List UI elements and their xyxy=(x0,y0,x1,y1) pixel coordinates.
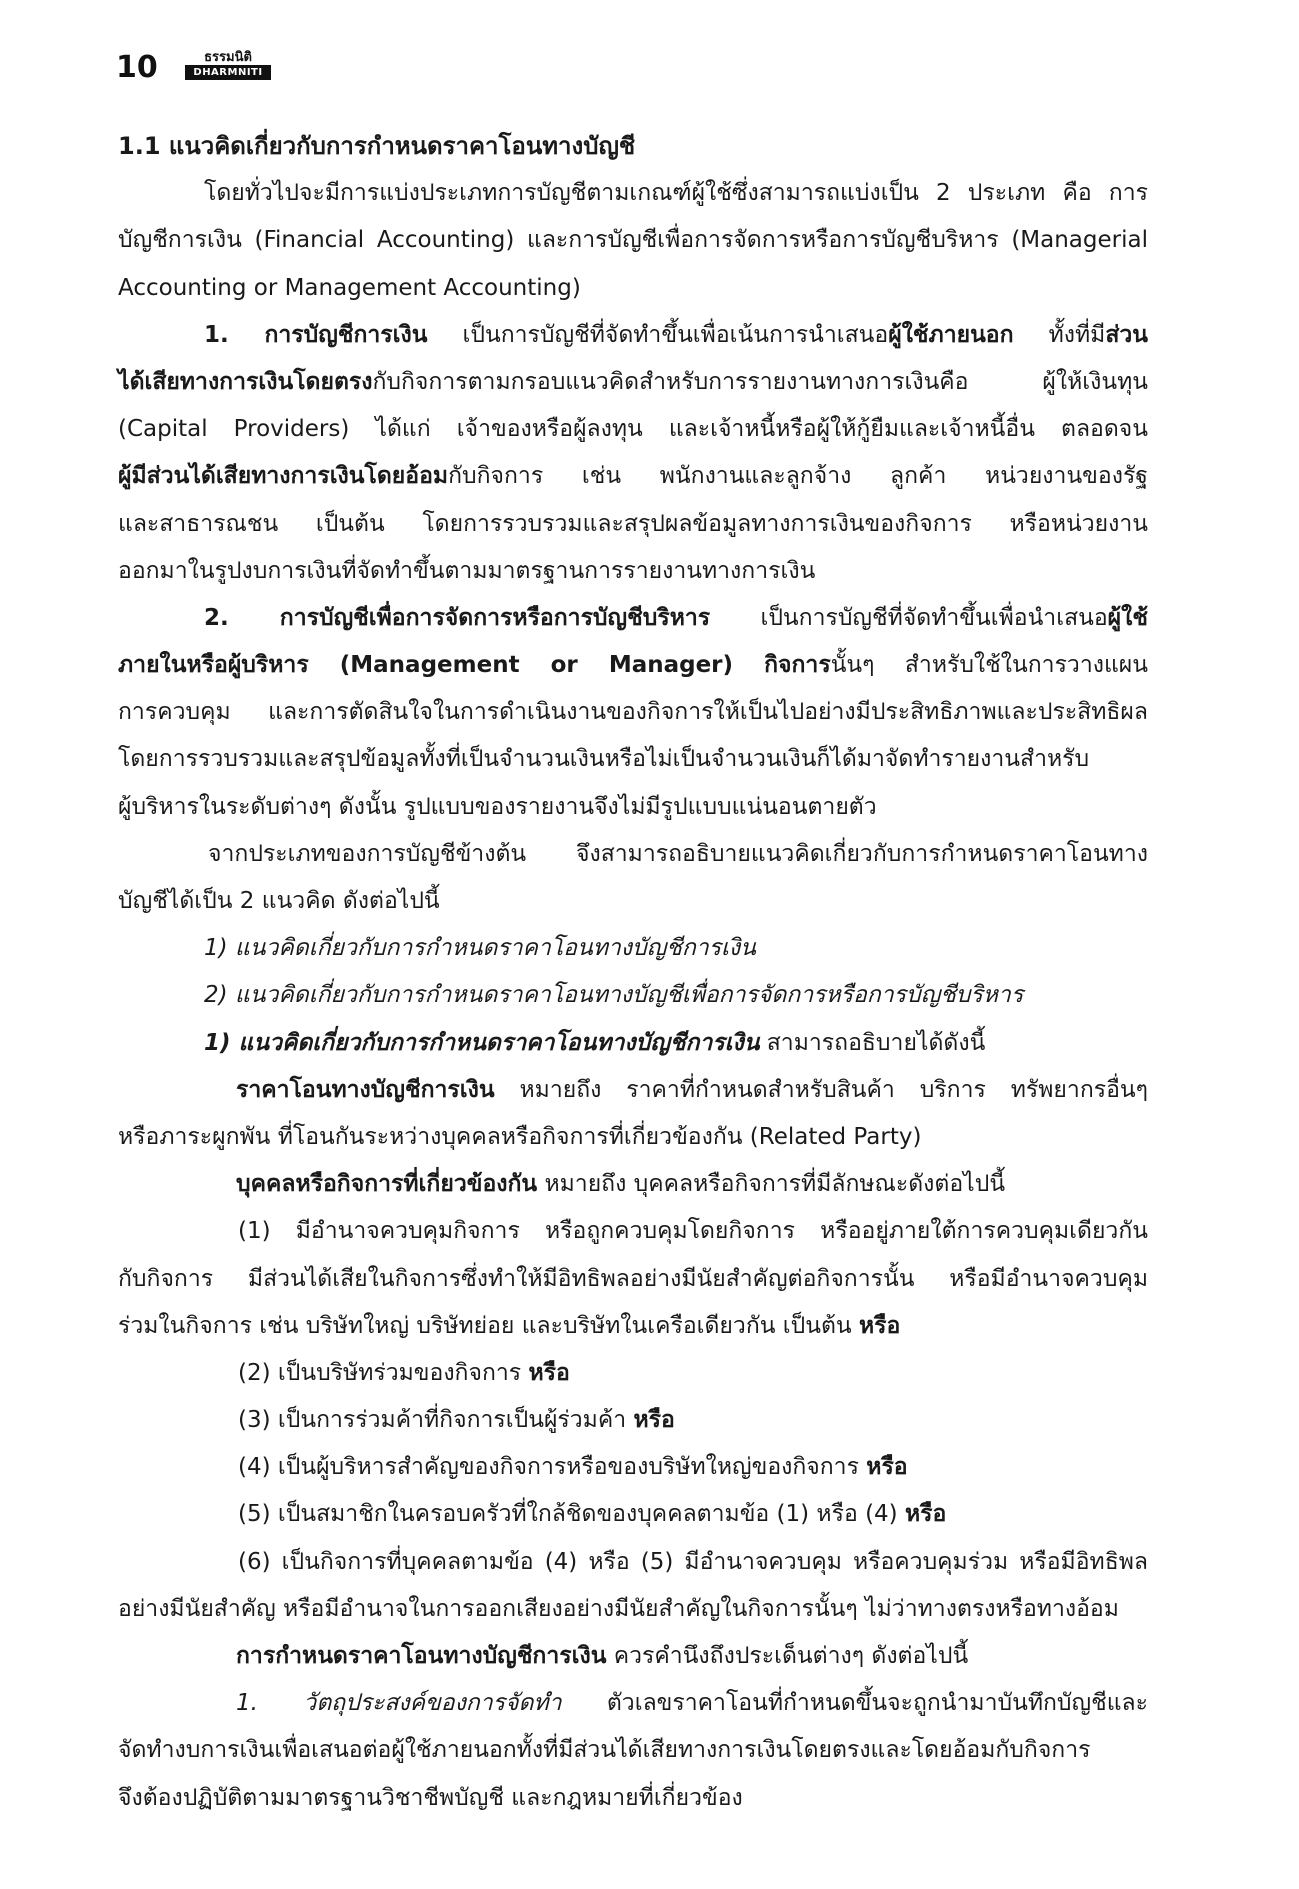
bold-term: หรือ xyxy=(528,1359,570,1386)
bold-term: ผู้ใช้ xyxy=(1107,604,1148,631)
paragraph-line xyxy=(118,1161,1148,1208)
bold-term: หรือ xyxy=(633,1407,675,1434)
paragraph-line: จัดทำงบการเงินเพื่อเสนอต่อผู้ใช้ภายนอกทั้งที่มีส่วนได้เสียทางการเงินโดยตรงและโดยอ้อมกับกิจการ xyxy=(118,1737,1091,1764)
paragraph-line xyxy=(118,453,1148,500)
list-item xyxy=(118,1444,1148,1491)
italic-term: 1. วัตถุประสงค์ของการจัดทำ xyxy=(236,1690,562,1717)
paragraph-line xyxy=(118,1067,1148,1114)
concept-list-item: 2) แนวคิดเกี่ยวกับการกำหนดราคาโอนทางบัญชีเพื่อการจัดการหรือการบัญชีบริหาร xyxy=(204,982,1024,1009)
paragraph-line: ออกมาในรูปงบการเงินที่จัดทำขึ้นตามมาตรฐานการรายงานทางการเงิน xyxy=(118,557,816,584)
bold-term: ส่วน xyxy=(1105,321,1148,348)
text-run: นั้นๆ สำหรับใช้ในการวางแผน xyxy=(830,652,1149,679)
text-run: (2) เป็นบริษัทร่วมของกิจการ xyxy=(238,1359,529,1386)
paragraph-line: บัญชีการเงิน (Financial Accounting) และการบัญชีเพื่อการจัดการหรือการบัญชีบริหาร (Managerial xyxy=(118,227,1148,254)
bold-term: 1. การบัญชีการเงิน xyxy=(204,321,428,348)
page-number: 10 xyxy=(116,50,158,85)
text-run: กับกิจการ เช่น พนักงานและลูกจ้าง ลูกค้า หน่วยงานของรัฐ xyxy=(448,463,1148,490)
paragraph-line: โดยการรวบรวมและสรุปข้อมูลทั้งที่เป็นจำนวนเงินหรือไม่เป็นจำนวนเงินก็ได้มาจัดทำรายงานสำหรับ xyxy=(118,746,1090,773)
text-run: สามารถอธิบายได้ดังนี้ xyxy=(759,1029,986,1056)
bold-term: บุคคลหรือกิจการที่เกี่ยวข้องกัน xyxy=(236,1171,538,1198)
text-run: เป็นการบัญชีที่จัดทำขึ้นเพื่อนำเสนอ xyxy=(710,604,1108,631)
list-item xyxy=(118,1350,1148,1397)
bold-term: ผู้ใช้ภายนอก xyxy=(888,321,1014,348)
section-heading: 1.1 แนวคิดเกี่ยวกับการกำหนดราคาโอนทางบัญชี xyxy=(118,132,636,160)
text-run: ทั้งที่มี xyxy=(1013,321,1106,348)
logo-thai-text: ธรรมนิติ xyxy=(185,50,271,66)
paragraph-line: และสาธารณชน เป็นต้น โดยการรวบรวมและสรุปผลข้อมูลทางการเงินของกิจการ หรือหน่วยงาน xyxy=(118,510,1148,537)
paragraph-line: จึงต้องปฏิบัติตามมาตรฐานวิชาชีพบัญชี และกฎหมายที่เกี่ยวข้อง xyxy=(118,1784,743,1811)
bold-term: ราคาโอนทางบัญชีการเงิน xyxy=(236,1076,495,1103)
text-run: ร่วมในกิจการ เช่น บริษัทใหญ่ บริษัทย่อย และบริษัทในเครือเดียวกัน เป็นต้น xyxy=(118,1312,859,1339)
bold-term: การกำหนดราคาโอนทางบัญชีการเงิน xyxy=(236,1643,607,1669)
list-item: (1) มีอำนาจควบคุมกิจการ หรือถูกควบคุมโดยกิจการ หรืออยู่ภายใต้การควบคุมเดียวกัน xyxy=(238,1218,1148,1245)
list-item-line: กับกิจการ มีส่วนได้เสียในกิจการซึ่งทำให้มีอิทธิพลอย่างมีนัยสำคัญต่อกิจการนั้น หรือมีอำนาจควบคุม xyxy=(118,1265,1148,1292)
paragraph-line: (Capital Providers) ได้แก่ เจ้าของหรือผู้ลงทุน และเจ้าหนี้หรือผู้ให้กู้ยืมและเจ้าหนี้อื่น ตลอดจน xyxy=(118,416,1148,443)
paragraph-line: หรือภาระผูกพัน ที่โอนกันระหว่างบุคคลหรือกิจการที่เกี่ยวข้องกัน (Related Party) xyxy=(118,1123,922,1150)
logo-english-text: DHARMNITI xyxy=(185,66,271,80)
text-run: (3) เป็นการร่วมค้าที่กิจการเป็นผู้ร่วมค้า xyxy=(238,1407,634,1434)
text-run: (5) เป็นสมาชิกในครอบครัวที่ใกล้ชิดของบุคคลตามข้อ (1) หรือ (4) xyxy=(238,1501,905,1528)
text-run: ตัวเลขราคาโอนที่กำหนดขึ้นจะถูกนำมาบันทึกบัญชีและ xyxy=(561,1690,1148,1717)
paragraph-line: ผู้บริหารในระดับต่างๆ ดังนั้น รูปแบบของรายงานจึงไม่มีรูปแบบแน่นอนตายตัว xyxy=(118,793,877,820)
text-run: หมายถึง บุคคลหรือกิจการที่มีลักษณะดังต่อไปนี้ xyxy=(537,1171,1006,1198)
paragraph-line xyxy=(118,1633,1148,1680)
text-run: (4) เป็นผู้บริหารสำคัญของกิจการหรือของบริษัทใหญ่ของกิจการ xyxy=(238,1454,867,1481)
paragraph-line: การควบคุม และการตัดสินใจในการดำเนินงานของกิจการให้เป็นไปอย่างมีประสิทธิภาพและประสิทธิผล xyxy=(118,699,1148,726)
publisher-logo xyxy=(185,50,271,84)
text-run: หมายถึง ราคาที่กำหนดสำหรับสินค้า บริการ ทรัพยากรอื่นๆ xyxy=(494,1076,1148,1103)
page-body xyxy=(118,123,1148,1822)
paragraph-line xyxy=(118,642,1148,689)
paragraph-line xyxy=(118,312,1148,359)
paragraph-line: Accounting or Management Accounting) xyxy=(118,274,581,301)
bold-term: หรือ xyxy=(866,1454,908,1481)
paragraph-line xyxy=(118,1680,1148,1727)
bold-term: หรือ xyxy=(858,1312,901,1339)
list-item: (6) เป็นกิจการที่บุคคลตามข้อ (4) หรือ (5) มีอำนาจควบคุม หรือควบคุมร่วม หรือมีอิทธิพล xyxy=(238,1548,1148,1575)
bold-term: 2. การบัญชีเพื่อการจัดการหรือการบัญชีบริหาร xyxy=(204,604,711,631)
concept-list-item: 1) แนวคิดเกี่ยวกับการกำหนดราคาโอนทางบัญชีการเงิน xyxy=(204,935,756,962)
bold-italic-term: 1) แนวคิดเกี่ยวกับการกำหนดราคาโอนทางบัญชีการเงิน xyxy=(204,1029,760,1056)
list-item xyxy=(118,1397,1148,1444)
paragraph-line: บัญชีได้เป็น 2 แนวคิด ดังต่อไปนี้ xyxy=(118,888,440,914)
paragraph-line: โดยทั่วไปจะมีการแบ่งประเภทการบัญชีตามเกณฑ์ผู้ใช้ซึ่งสามารถแบ่งเป็น 2 ประเภท คือ การ xyxy=(204,180,1148,207)
paragraph-line xyxy=(118,359,1148,406)
bold-term: หรือ xyxy=(904,1501,947,1528)
bold-term: ได้เสียทางการเงินโดยตรง xyxy=(118,368,373,395)
text-run: เป็นการบัญชีที่จัดทำขึ้นเพื่อเน้นการนำเสนอ xyxy=(427,321,889,348)
paragraph-line xyxy=(118,595,1148,642)
paragraph-line: จากประเภทของการบัญชีข้างต้น จึงสามารถอธิบายแนวคิดเกี่ยวกับการกำหนดราคาโอนทาง xyxy=(208,840,1148,867)
text-run: ควรคำนึงถึงประเด็นต่างๆ ดังต่อไปนี้ xyxy=(606,1643,969,1669)
bold-term: ผู้มีส่วนได้เสียทางการเงินโดยอ้อม xyxy=(118,463,449,490)
subsection-heading xyxy=(118,1020,1148,1067)
text-run: กับกิจการตามกรอบแนวคิดสำหรับการรายงานทางการเงินคือ ผู้ให้เงินทุน xyxy=(372,368,1148,395)
list-item xyxy=(118,1491,1148,1538)
list-item-line xyxy=(118,1303,1148,1350)
bold-term: ภายในหรือผู้บริหาร (Management or Manager) กิจการ xyxy=(118,652,831,679)
list-item-line: อย่างมีนัยสำคัญ หรือมีอำนาจในการออกเสียงอย่างมีนัยสำคัญในกิจการนั้นๆ ไม่ว่าทางตรงหรือทางอ้อม xyxy=(118,1595,1119,1622)
